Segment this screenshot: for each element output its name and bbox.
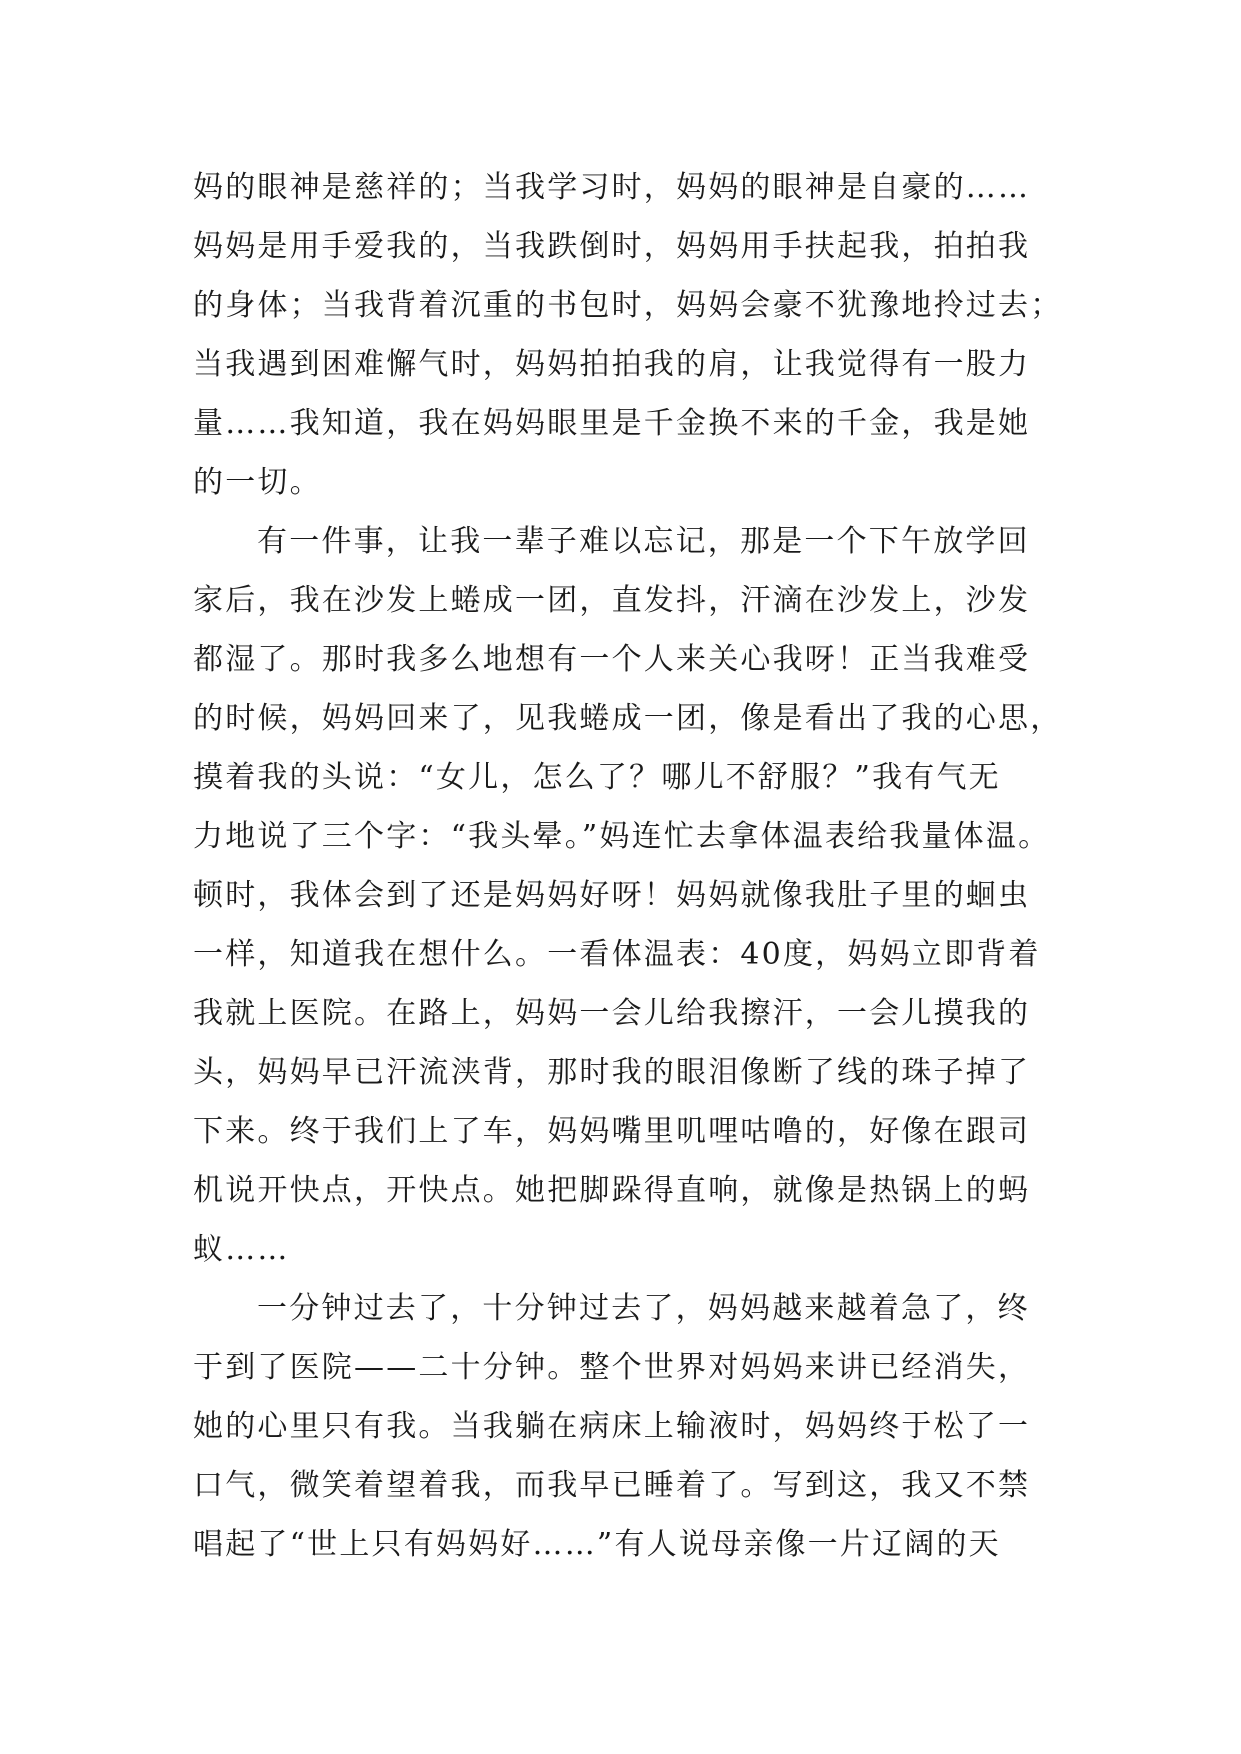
text-line: 顿时，我体会到了还是妈妈好呀！妈妈就像我肚子里的蛔虫: [193, 878, 1031, 913]
text-line: 当我遇到困难懈气时，妈妈拍拍我的肩，让我觉得有一股力: [193, 347, 1031, 382]
text-line: 一分钟过去了，十分钟过去了，妈妈越来越着急了，终: [257, 1291, 1030, 1326]
paragraph-2: [193, 512, 1063, 1279]
text-line: 她的心里只有我。当我躺在病床上输液时，妈妈终于松了一: [193, 1409, 1031, 1444]
text-line: 的身体；当我背着沉重的书包时，妈妈会豪不犹豫地拎过去；: [193, 288, 1063, 323]
text-line: 我就上医院。在路上，妈妈一会儿给我擦汗，一会儿摸我的: [193, 996, 1031, 1031]
text-line: 的时候，妈妈回来了，见我蜷成一团，像是看出了我的心思，: [193, 701, 1063, 736]
text-line: 下来。终于我们上了车，妈妈嘴里叽哩咕噜的，好像在跟司: [193, 1114, 1031, 1149]
text-line: 家后，我在沙发上蜷成一团，直发抖，汗滴在沙发上，沙发: [193, 583, 1031, 618]
paragraph-3: [193, 1279, 1055, 1574]
essay-body: [193, 158, 1063, 1574]
text-line: 蚁……: [193, 1232, 290, 1267]
text-line: 妈的眼神是慈祥的；当我学习时，妈妈的眼神是自豪的……: [193, 170, 1031, 205]
text-line: 于到了医院——二十分钟。整个世界对妈妈来讲已经消失，: [193, 1350, 1031, 1385]
text-line: 唱起了“世上只有妈妈好……”有人说母亲像一片辽阔的天: [193, 1527, 1001, 1562]
text-line: 摸着我的头说：“女儿，怎么了？哪儿不舒服？”我有气无: [193, 760, 1001, 795]
text-line: 都湿了。那时我多么地想有一个人来关心我呀！正当我难受: [193, 642, 1031, 677]
text-line: 有一件事，让我一辈子难以忘记，那是一个下午放学回: [257, 524, 1030, 559]
text-line: 一样，知道我在想什么。一看体温表：40度，妈妈立即背着: [193, 937, 1041, 972]
text-line: 的一切。: [193, 465, 322, 500]
text-line: 机说开快点，开快点。她把脚跺得直响，就像是热锅上的蚂: [193, 1173, 1031, 1208]
text-line: 妈妈是用手爱我的，当我跌倒时，妈妈用手扶起我，拍拍我: [193, 229, 1031, 264]
text-line: 量……我知道，我在妈妈眼里是千金换不来的千金，我是她: [193, 406, 1031, 441]
text-line: 头，妈妈早已汗流浃背，那时我的眼泪像断了线的珠子掉了: [193, 1055, 1031, 1090]
text-line: 力地说了三个字：“我头晕。”妈连忙去拿体温表给我量体温。: [193, 819, 1051, 854]
text-line: 口气，微笑着望着我，而我早已睡着了。写到这，我又不禁: [193, 1468, 1031, 1503]
paragraph-1: [193, 158, 1063, 512]
